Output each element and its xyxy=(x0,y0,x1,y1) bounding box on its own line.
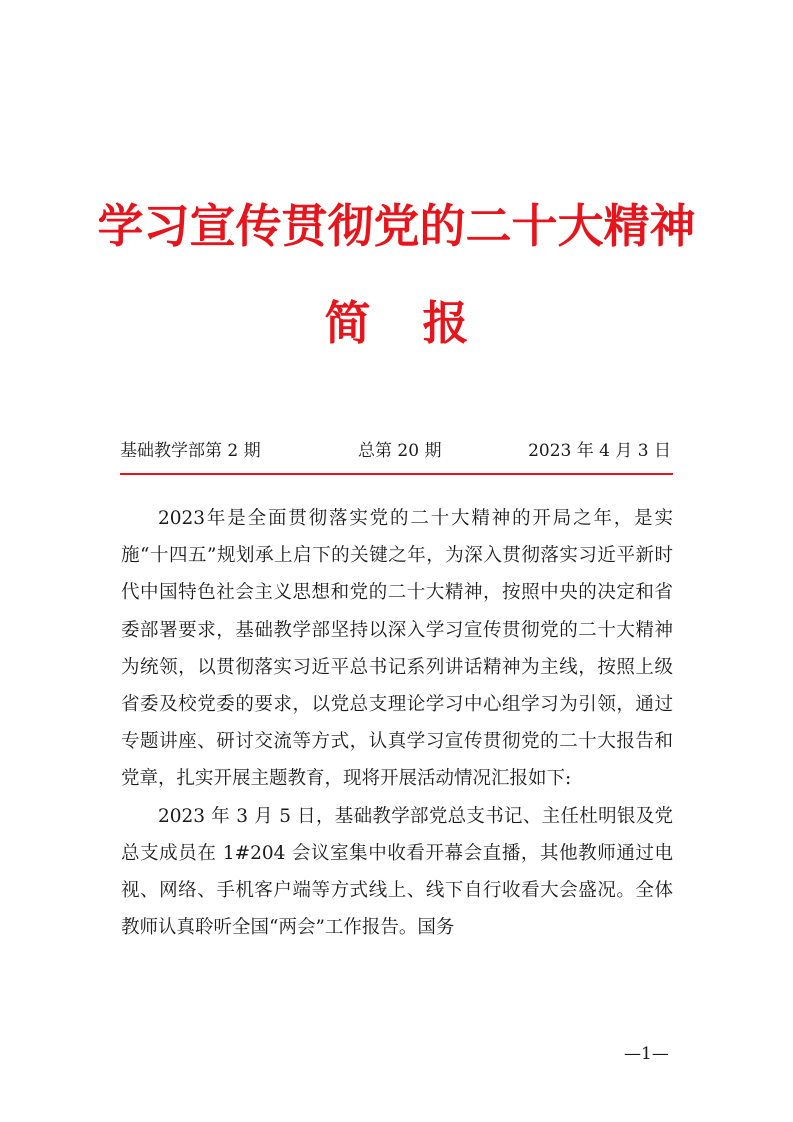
total-issue-number: 总第 20 期 xyxy=(358,441,442,461)
issue-date: 2023 年 4 月 3 日 xyxy=(528,441,671,461)
issue-info-line xyxy=(120,436,673,466)
department-issue-number: 基础教学部第 2 期 xyxy=(120,441,261,461)
body-paragraph-1: 2023年是全面贯彻落实党的二十大精神的开局之年，是实施“十四五”规划承上启下的关键之年，为深入贯彻落实习近平新时代中国特色社会主义思想和党的二十大精神，按照中央的决定和省委部署要求，基础教学部坚持以深入学习宣传贯彻党的二十大精神为统领，以贯彻落实习近平总书记系列讲话精神为主线，按照上级省委及校党委的要求，以党总支理论学习中心组学习为引领，通过专题讲座、研讨交流等方式，认真学习宣传贯彻党的二十大报告和党章，扎实开展主题教育，现将开展活动情况汇报如下: xyxy=(121,508,673,790)
document-subtitle xyxy=(0,288,793,358)
page-number: —1— xyxy=(624,1044,669,1064)
document-body xyxy=(121,500,673,946)
subtitle-char-2: 报 xyxy=(422,296,469,350)
document-title: 学习宣传贯彻党的二十大精神 xyxy=(97,199,696,253)
red-divider-rule xyxy=(120,473,673,475)
subtitle-char-1: 简 xyxy=(324,296,371,350)
body-paragraph-2: 2023 年 3 月 5 日，基础教学部党总支书记、主任杜明银及党总支成员在 1#204 会议室集中收看开幕会直播，其他教师通过电视、网络、手机客户端等方式线上、线下自行收看大会盛况。全体教师认真聆听全国“两会”工作报告。国务 xyxy=(121,805,673,939)
